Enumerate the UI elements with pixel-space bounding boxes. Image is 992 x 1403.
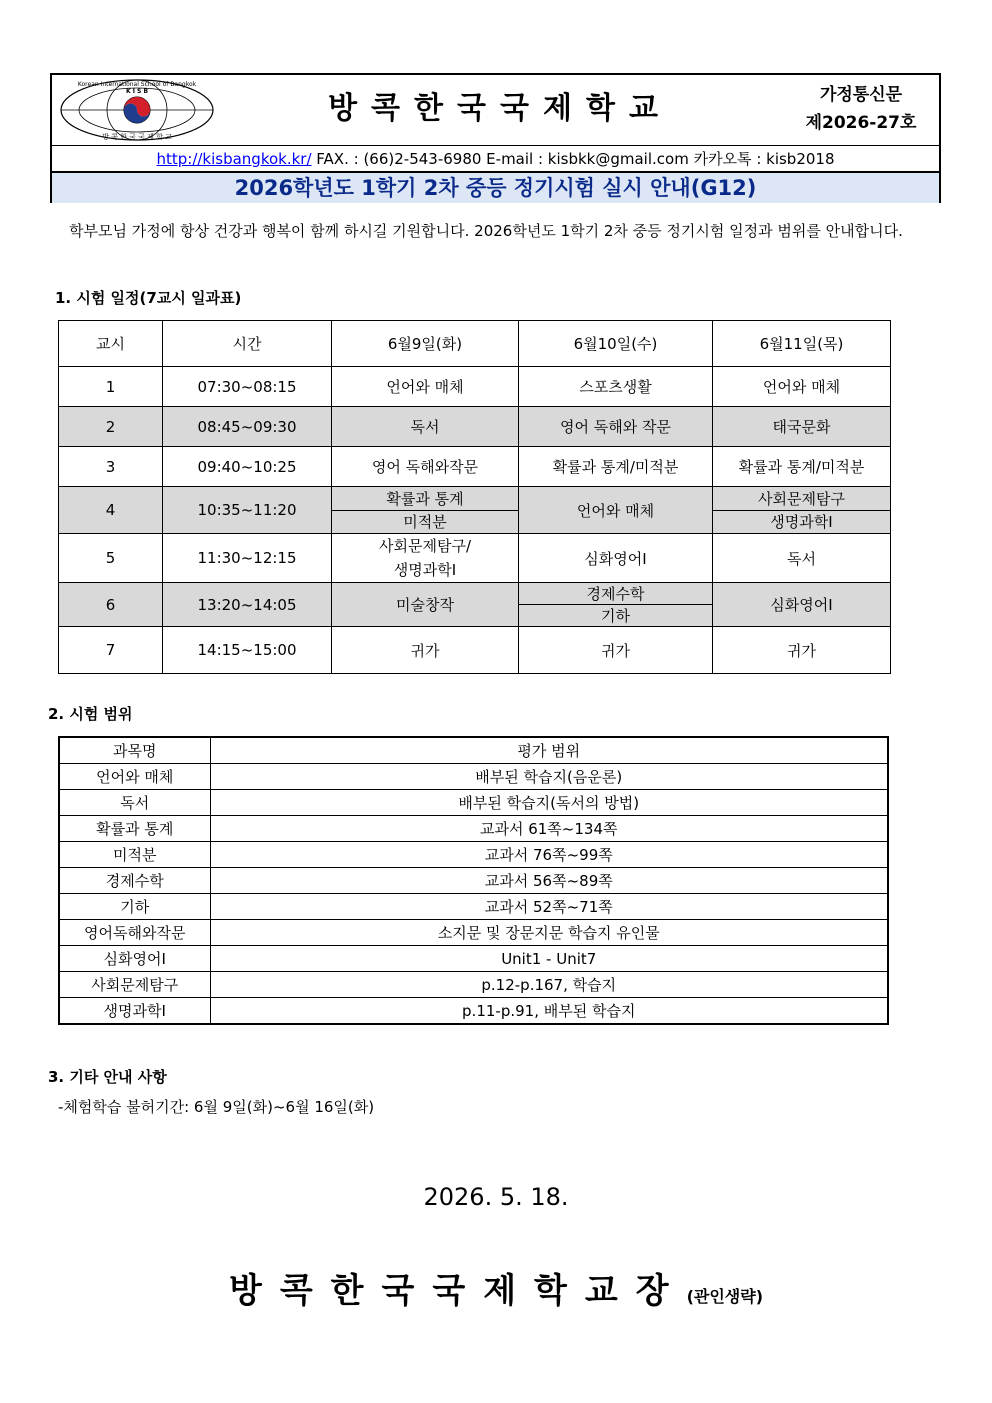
table-row: [59, 894, 888, 920]
seal-omitted-note: (관인생략): [686, 1287, 764, 1306]
header-cell: 6월11일(목): [713, 321, 891, 367]
subject-cell: 귀가: [519, 627, 713, 674]
subject-cell: 생명과학Ⅰ: [59, 998, 210, 1025]
range-cell: 소지문 및 장문지문 학습지 유인물: [210, 920, 888, 946]
table-row: [59, 534, 891, 583]
subject-cell: [332, 534, 519, 583]
range-cell: p.11-p.91, 배부된 학습지: [210, 998, 888, 1025]
svg-text:K I S B: K I S B: [125, 88, 149, 95]
time-cell: 14:15~15:00: [163, 627, 332, 674]
split-subject-cell: [519, 583, 713, 627]
field-trip-restriction-note: -체험학습 불허기간: 6월 9일(화)~6월 16일(화): [58, 1098, 375, 1116]
subject-cell: 언어와 매체: [332, 367, 519, 407]
subject-cell: 언어와 매체: [59, 764, 210, 790]
subject-option: 경제수학: [586, 585, 645, 603]
time-cell: 10:35~11:20: [163, 487, 332, 534]
table-row: [59, 487, 891, 534]
contact-info: FAX. : (66)2-543-6980 E-mail : kisbkk@gmail.com 카카오톡 : kisb2018: [311, 150, 835, 168]
subject-cell: 미술창작: [332, 583, 519, 627]
table-row: [59, 868, 888, 894]
header-cell: 6월9일(화): [332, 321, 519, 367]
subject-cell: 심화영어Ⅰ: [713, 583, 891, 627]
section-title-range: 2. 시험 범위: [48, 705, 133, 723]
subject-option: 기하: [519, 604, 712, 626]
issue-number: 제2026-27호: [805, 113, 917, 133]
subject-cell: 영어 독해와 작문: [519, 407, 713, 447]
subject-cell: 확률과 통계: [59, 816, 210, 842]
exam-range-table: [58, 736, 889, 1025]
subject-cell: 독서: [59, 790, 210, 816]
subject-option: 확률과 통계: [386, 489, 464, 508]
subject-cell: 심화영어Ⅰ: [519, 534, 713, 583]
time-cell: 07:30~08:15: [163, 367, 332, 407]
subject-cell: 스포츠생활: [519, 367, 713, 407]
period-cell: 1: [59, 367, 163, 407]
period-cell: 7: [59, 627, 163, 674]
subject-line: 사회문제탐구/: [379, 537, 471, 555]
range-cell: p.12-p.167, 학습지: [210, 972, 888, 998]
intro-paragraph: 학부모님 가정에 항상 건강과 행복이 함께 하시길 기원합니다. 2026학년도 1학기 2차 중등 정기시험 일정과 범위를 안내합니다.: [69, 222, 903, 240]
table-header-row: [59, 737, 888, 764]
issue-date: 2026. 5. 18.: [423, 1183, 569, 1211]
split-subject-cell: [332, 487, 519, 534]
split-subject-cell: [713, 487, 891, 534]
exam-schedule-table: [58, 320, 891, 674]
subject-cell: 영어독해와작문: [59, 920, 210, 946]
subject-cell: 태국문화: [713, 407, 891, 447]
header-cell: 교시: [59, 321, 163, 367]
range-cell: 교과서 76쪽~99쪽: [210, 842, 888, 868]
header-cell: 평가 범위: [210, 737, 888, 764]
table-row: [59, 920, 888, 946]
range-cell: 교과서 56쪽~89쪽: [210, 868, 888, 894]
table-row: [59, 367, 891, 407]
svg-text:Korean International School of: Korean International School of Bangkok: [77, 81, 197, 88]
subject-cell: 확률과 통계/미적분: [713, 447, 891, 487]
header-cell: 과목명: [59, 737, 210, 764]
subject-cell: 심화영어Ⅰ: [59, 946, 210, 972]
school-logo: [56, 77, 218, 143]
doc-meta: [791, 81, 931, 137]
table-header-row: [59, 321, 891, 367]
table-row: [59, 407, 891, 447]
subject-line: 생명과학Ⅰ: [393, 561, 457, 579]
section-title-other: 3. 기타 안내 사항: [48, 1068, 167, 1086]
signature-name: 방콕한국국제학교장: [228, 1271, 687, 1311]
table-row: [59, 583, 891, 627]
subject-option: 미적분: [332, 510, 518, 534]
school-name: 방콕한국국제학교: [328, 91, 672, 126]
school-website-link[interactable]: http://kisbangkok.kr/: [156, 150, 312, 168]
range-cell: 배부된 학습지(음운론): [210, 764, 888, 790]
subject-cell: 기하: [59, 894, 210, 920]
letter-header: [50, 73, 941, 203]
time-cell: 08:45~09:30: [163, 407, 332, 447]
subject-cell: 영어 독해와작문: [332, 447, 519, 487]
period-cell: 6: [59, 583, 163, 627]
table-row: [59, 447, 891, 487]
subject-option: 사회문제탐구: [758, 489, 845, 508]
doc-type: 가정통신문: [819, 85, 903, 105]
table-row: [59, 998, 888, 1025]
subject-cell: 귀가: [332, 627, 519, 674]
time-cell: 11:30~12:15: [163, 534, 332, 583]
principal-signature: [0, 1263, 992, 1312]
header-cell: 시간: [163, 321, 332, 367]
range-cell: Unit1 - Unit7: [210, 946, 888, 972]
table-row: [59, 816, 888, 842]
subject-cell: 미적분: [59, 842, 210, 868]
svg-text:방 콕 한 국 국 제 학 교: 방 콕 한 국 국 제 학 교: [102, 133, 172, 141]
divider: [52, 145, 939, 146]
subject-cell: 경제수학: [59, 868, 210, 894]
table-row: [59, 627, 891, 674]
subject-cell: 언어와 매체: [713, 367, 891, 407]
subject-cell: 사회문제탐구: [59, 972, 210, 998]
table-row: [59, 972, 888, 998]
notice-title-banner: 2026학년도 1학기 2차 중등 정기시험 실시 안내(G12): [52, 173, 939, 203]
time-cell: 09:40~10:25: [163, 447, 332, 487]
period-cell: 2: [59, 407, 163, 447]
section-title-schedule: 1. 시험 일정(7교시 일과표): [55, 289, 242, 307]
table-row: [59, 790, 888, 816]
range-cell: 교과서 52쪽~71쪽: [210, 894, 888, 920]
time-cell: 13:20~14:05: [163, 583, 332, 627]
table-row: [59, 946, 888, 972]
table-row: [59, 764, 888, 790]
subject-cell: 확률과 통계/미적분: [519, 447, 713, 487]
contact-line: [52, 147, 939, 171]
subject-cell: 독서: [713, 534, 891, 583]
subject-option: 생명과학Ⅰ: [713, 510, 890, 534]
range-cell: 배부된 학습지(독서의 방법): [210, 790, 888, 816]
table-row: [59, 842, 888, 868]
header-cell: 6월10일(수): [519, 321, 713, 367]
period-cell: 4: [59, 487, 163, 534]
period-cell: 3: [59, 447, 163, 487]
period-cell: 5: [59, 534, 163, 583]
subject-cell: 독서: [332, 407, 519, 447]
range-cell: 교과서 61쪽~134쪽: [210, 816, 888, 842]
subject-cell: 귀가: [713, 627, 891, 674]
subject-cell: 언어와 매체: [519, 487, 713, 534]
